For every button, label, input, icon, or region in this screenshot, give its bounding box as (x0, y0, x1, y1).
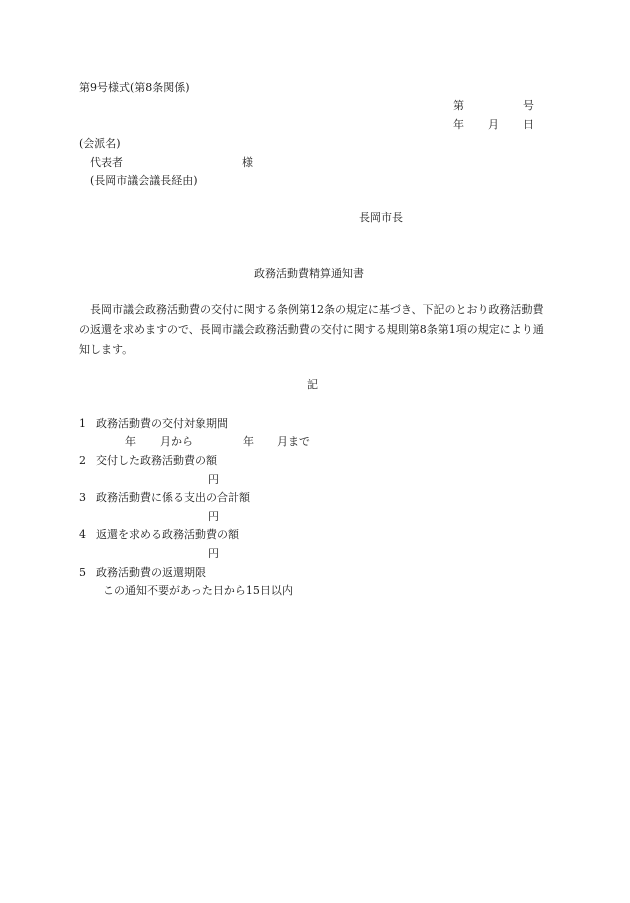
period-year-until: 年 (243, 435, 254, 448)
body-paragraph: 長岡市議会政務活動費の交付に関する条例第12条の規定に基づき、下記のとおり政務活動費の返還を求めますので、長岡市議会政務活動費の交付に関する規則第8条第1項の規定により通知します。 (79, 303, 544, 356)
item-4-label: 返還を求める政務活動費の額 (96, 528, 239, 541)
deadline-text: この通知不要があった日から15日以内 (103, 584, 293, 597)
sender-name: 長岡市長 (359, 211, 403, 224)
ki-heading: 記 (307, 378, 318, 391)
item-4-number: 4 (79, 528, 86, 541)
item-2-yen: 円 (208, 473, 219, 486)
item-1-label: 政務活動費の交付対象期間 (96, 417, 228, 430)
item-5-number: 5 (79, 566, 86, 579)
form-label: 第9号様式(第8条関係) (79, 81, 190, 94)
item-3-yen: 円 (208, 510, 219, 523)
item-4-yen: 円 (208, 547, 219, 560)
period-month-from: 月から (160, 435, 193, 448)
recipient-representative: 代表者 (90, 156, 123, 169)
recipient-via: (長岡市議会議長経由) (90, 174, 198, 187)
item-3-number: 3 (79, 491, 86, 504)
date-day: 日 (523, 118, 534, 131)
item-2-number: 2 (79, 454, 86, 467)
item-2-label: 交付した政務活動費の額 (96, 454, 217, 467)
date-month: 月 (488, 118, 499, 131)
period-month-until: 月まで (277, 435, 310, 448)
document-title: 政務活動費精算通知書 (254, 267, 364, 280)
number-dai: 第 (453, 99, 464, 112)
number-go: 号 (523, 99, 534, 112)
recipient-honorific: 様 (242, 156, 253, 169)
item-3-label: 政務活動費に係る支出の合計額 (96, 491, 250, 504)
item-5-label: 政務活動費の返還期限 (96, 566, 206, 579)
period-year-from: 年 (125, 435, 136, 448)
date-year: 年 (453, 118, 464, 131)
item-1-number: 1 (79, 417, 86, 430)
recipient-faction: (会派名) (79, 137, 121, 150)
